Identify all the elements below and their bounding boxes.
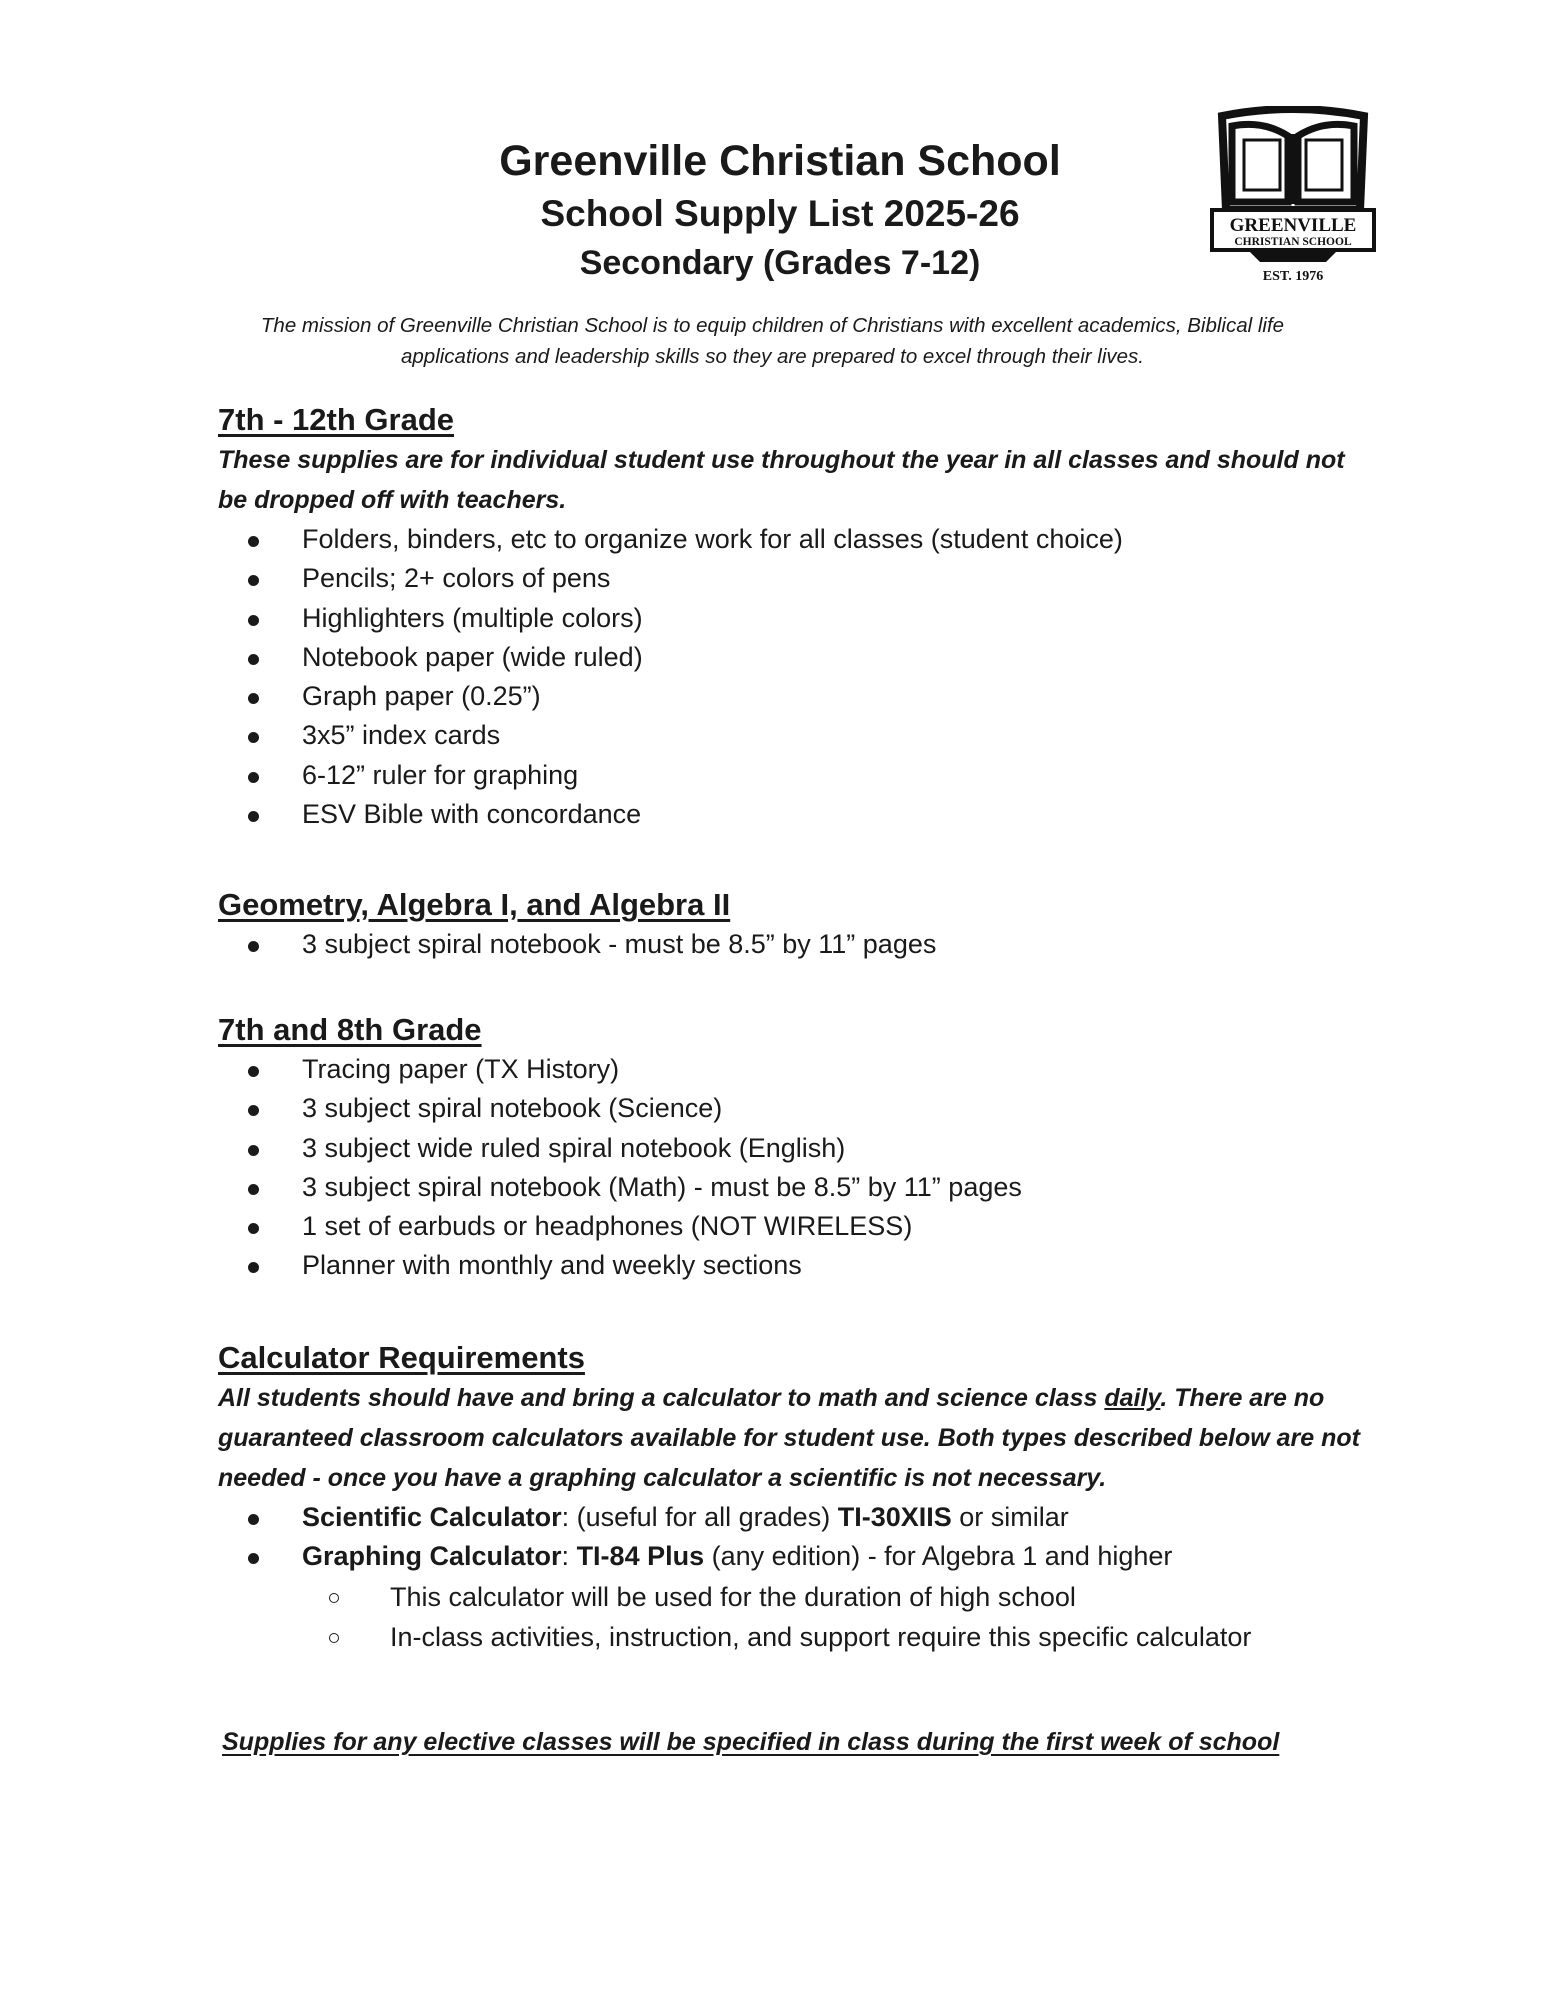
- school-logo: [1208, 106, 1378, 286]
- section-calculator: [218, 1338, 1368, 1657]
- list-item: 3 subject spiral notebook (Math) - must be 8.5” by 11” pages: [218, 1168, 1368, 1207]
- list-item: Graph paper (0.25”): [218, 677, 1368, 716]
- document-header: [400, 133, 1160, 287]
- calculator-list: [218, 1498, 1368, 1657]
- sub-list: [302, 1577, 1368, 1657]
- item-model: TI-30XIIS: [837, 1502, 952, 1532]
- list-item: ESV Bible with concordance: [218, 795, 1368, 834]
- list-item: 6-12” ruler for graphing: [218, 756, 1368, 795]
- item-text: or similar: [951, 1502, 1069, 1532]
- grade-level-title: Secondary (Grades 7-12): [579, 244, 981, 282]
- section-note: [218, 1378, 1368, 1498]
- item-text: (any edition) - for Algebra 1 and higher: [704, 1541, 1173, 1572]
- list-item: 3 subject spiral notebook - must be 8.5” by 11” pages: [218, 925, 1368, 964]
- elective-supplies-note: Supplies for any elective classes will be specified in class during the first week of school: [222, 1728, 1280, 1756]
- list-item: Notebook paper (wide ruled): [218, 638, 1368, 677]
- list-item: 3 subject spiral notebook (Science): [218, 1089, 1368, 1128]
- school-name: Greenville Christian School: [499, 137, 1061, 185]
- item-label: Graphing Calculator: [302, 1541, 562, 1572]
- list-item: Pencils; 2+ colors of pens: [218, 559, 1368, 598]
- item-label: Scientific Calculator: [302, 1502, 562, 1532]
- item-text: : (useful for all grades): [561, 1502, 838, 1532]
- list-item: Planner with monthly and weekly sections: [218, 1246, 1368, 1285]
- list-item: Folders, binders, etc to organize work for all classes (student choice): [218, 520, 1368, 559]
- item-model: TI-84 Plus: [576, 1541, 705, 1572]
- section-heading: Geometry, Algebra I, and Algebra II: [218, 887, 731, 922]
- sub-list-item: This calculator will be used for the duration of high school: [302, 1577, 1368, 1617]
- section-all-grades: [218, 400, 1368, 834]
- section-note: These supplies are for individual student use throughout the year in all classes and should not be dropped off with teachers.: [218, 446, 1345, 514]
- list-item: 1 set of earbuds or headphones (NOT WIRELESS): [218, 1207, 1368, 1246]
- logo-text-line1: GREENVILLE: [1229, 215, 1357, 236]
- supply-list: [218, 925, 1368, 964]
- section-heading: 7th and 8th Grade: [218, 1012, 482, 1047]
- sub-list-item: In-class activities, instruction, and support require this specific calculator: [302, 1617, 1368, 1657]
- section-middle-school: [218, 1010, 1368, 1286]
- list-item: 3x5” index cards: [218, 716, 1368, 755]
- logo-established: EST. 1976: [1262, 269, 1324, 284]
- supply-list: [218, 520, 1368, 834]
- mission-statement: The mission of Greenville Christian School is to equip children of Christians with excellent academics, Biblical life applications and leadership skills so they are prepared to excel through their lives.: [260, 314, 1285, 368]
- note-text: . There are no guaranteed classroom calculators available for student use. Both types described below are not needed - once you have a graphing calculator a scientific is not necessary.: [218, 1384, 1360, 1492]
- note-emphasis: daily: [1104, 1384, 1161, 1412]
- section-heading: 7th - 12th Grade: [218, 402, 454, 437]
- logo-text-line2: CHRISTIAN SCHOOL: [1234, 236, 1352, 248]
- open-book-icon: [1222, 109, 1364, 210]
- section-math: [218, 885, 1368, 964]
- item-text: :: [561, 1541, 577, 1572]
- supply-list-title: School Supply List 2025-26: [540, 193, 1020, 234]
- list-item-graphing: [218, 1537, 1368, 1656]
- note-text: All students should have and bring a calculator to math and science class: [218, 1384, 1105, 1412]
- supply-list: [218, 1050, 1368, 1286]
- list-item: Tracing paper (TX History): [218, 1050, 1368, 1089]
- section-heading: Calculator Requirements: [218, 1340, 585, 1375]
- list-item-scientific: [218, 1498, 1368, 1537]
- list-item: 3 subject wide ruled spiral notebook (English): [218, 1129, 1368, 1168]
- list-item: Highlighters (multiple colors): [218, 599, 1368, 638]
